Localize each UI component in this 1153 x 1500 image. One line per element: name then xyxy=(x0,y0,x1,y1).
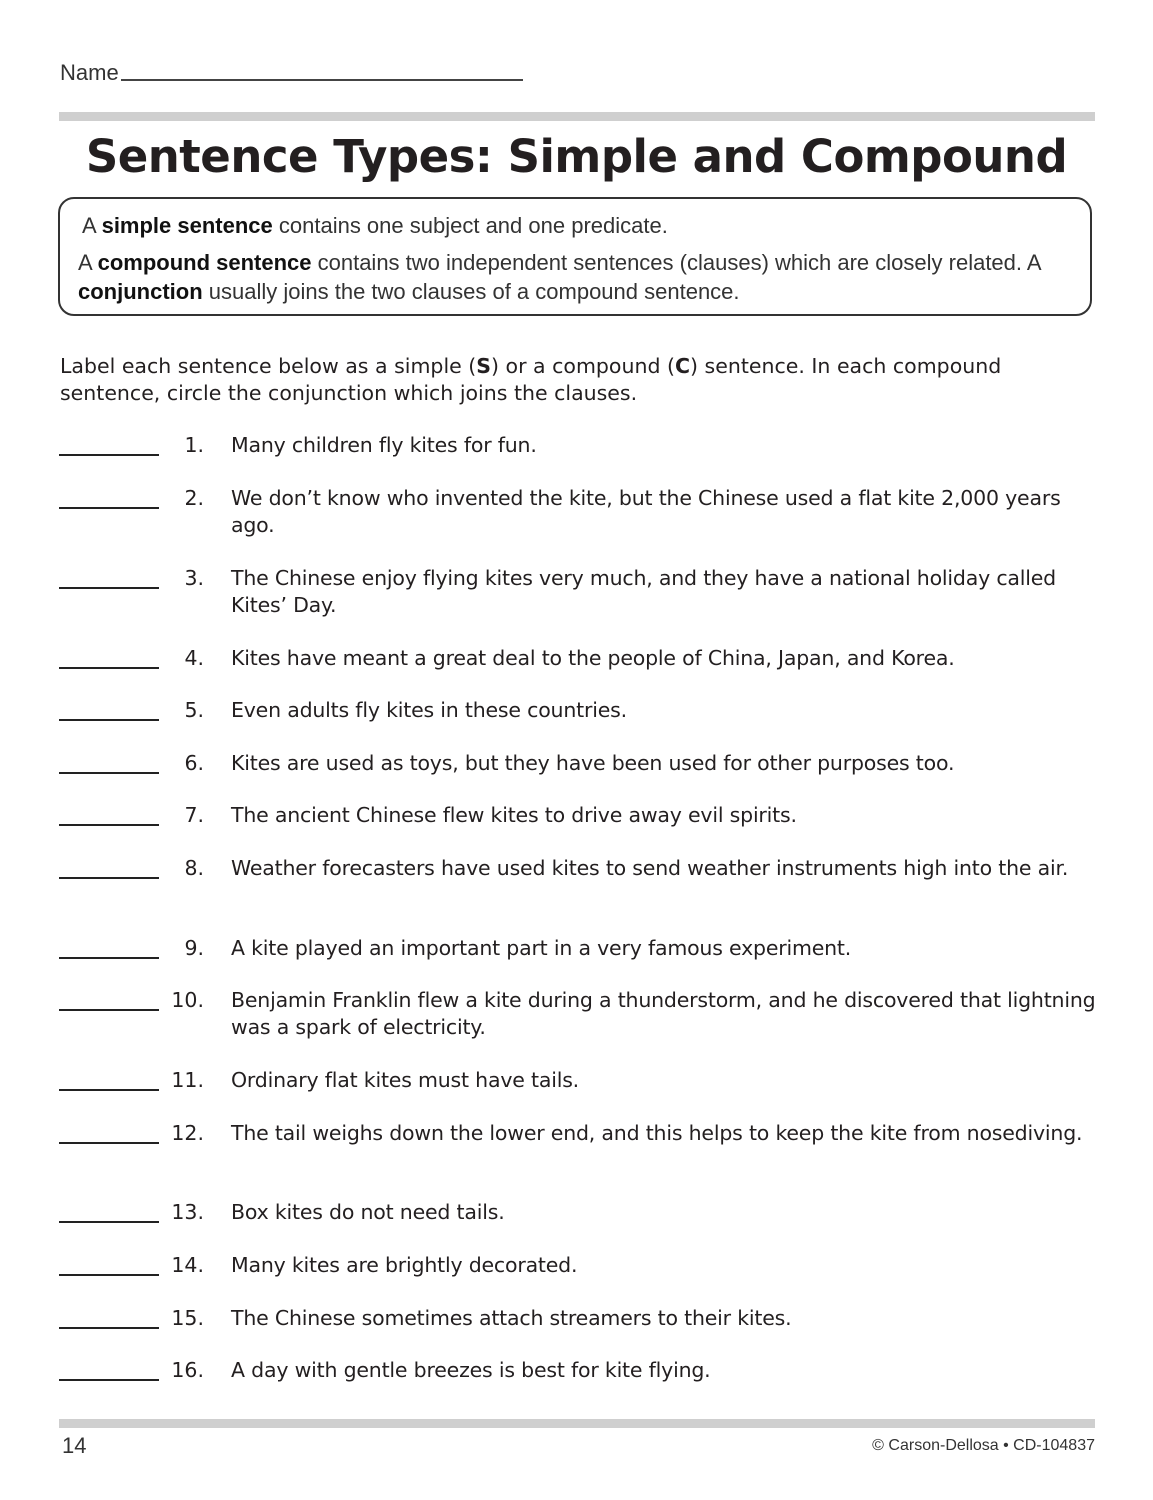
question-text: Benjamin Franklin flew a kite during a thunderstorm, and he discovered that lightning was a spark of electricity. xyxy=(231,988,1096,1039)
question-text: Many kites are brightly decorated. xyxy=(231,1253,578,1277)
answer-blank[interactable] xyxy=(59,1089,159,1091)
question-number: 8. xyxy=(184,856,204,880)
term-compound-sentence: compound sentence xyxy=(97,250,312,275)
def-text: A xyxy=(78,250,98,275)
question-text: Kites have meant a great deal to the people of China, Japan, and Korea. xyxy=(231,646,955,670)
question-text: Ordinary flat kites must have tails. xyxy=(231,1068,579,1092)
instr-text: ) sentence. In each compound sentence, circle the conjunction which joins the clauses. xyxy=(60,354,1002,405)
bottom-divider xyxy=(59,1419,1095,1428)
simple-definition xyxy=(82,211,1072,240)
name-input-line[interactable] xyxy=(121,59,523,81)
question-text: We don’t know who invented the kite, but the Chinese used a flat kite 2,000 years ago. xyxy=(231,486,1061,537)
instr-c: C xyxy=(674,354,691,378)
page-title: Sentence Types: Simple and Compound xyxy=(85,130,1068,183)
answer-blank[interactable] xyxy=(59,667,159,669)
question-text: Kites are used as toys, but they have been used for other purposes too. xyxy=(231,751,955,775)
answer-blank[interactable] xyxy=(59,719,159,721)
answer-blank[interactable] xyxy=(59,957,159,959)
term-conjunction: conjunction xyxy=(78,279,203,304)
question-number: 9. xyxy=(184,936,204,960)
question-text: A day with gentle breezes is best for kite flying. xyxy=(231,1358,711,1382)
question-text: Even adults fly kites in these countries. xyxy=(231,698,627,722)
answer-blank[interactable] xyxy=(59,587,159,589)
question-number: 7. xyxy=(184,803,204,827)
page-number: 14 xyxy=(62,1433,87,1458)
name-field-row xyxy=(60,56,523,86)
instr-s: S xyxy=(476,354,492,378)
question-number: 16. xyxy=(171,1358,204,1382)
question-text: Many children fly kites for fun. xyxy=(231,433,537,457)
question-number: 3. xyxy=(184,566,204,590)
question-number: 11. xyxy=(171,1068,204,1092)
question-text: The tail weighs down the lower end, and this helps to keep the kite from nosediving. xyxy=(231,1121,1083,1145)
def-text: contains one subject and one predicate. xyxy=(272,213,668,238)
question-text: Box kites do not need tails. xyxy=(231,1200,505,1224)
question-number: 13. xyxy=(171,1200,204,1224)
answer-blank[interactable] xyxy=(59,1142,159,1144)
answer-blank[interactable] xyxy=(59,1327,159,1329)
question-number: 12. xyxy=(171,1121,204,1145)
def-text: A xyxy=(82,213,102,238)
answer-blank[interactable] xyxy=(59,1009,159,1011)
question-number: 15. xyxy=(171,1306,204,1330)
instructions xyxy=(60,353,1060,407)
question-number: 5. xyxy=(184,698,204,722)
name-label: Name xyxy=(60,60,119,85)
compound-definition xyxy=(78,248,1072,306)
question-number: 4. xyxy=(184,646,204,670)
def-text: contains two independent sentences (clauses) which are closely related. A xyxy=(311,250,1041,275)
term-simple-sentence: simple sentence xyxy=(101,213,273,238)
question-number: 10. xyxy=(171,988,204,1012)
definition-box xyxy=(58,197,1092,316)
answer-blank[interactable] xyxy=(59,454,159,456)
answer-blank[interactable] xyxy=(59,1274,159,1276)
instr-text: Label each sentence below as a simple ( xyxy=(60,354,477,378)
question-text: The Chinese enjoy flying kites very much, and they have a national holiday called Kites’ Day. xyxy=(231,566,1056,617)
answer-blank[interactable] xyxy=(59,824,159,826)
def-text: usually joins the two clauses of a compound sentence. xyxy=(202,279,740,304)
question-text: A kite played an important part in a very famous experiment. xyxy=(231,936,852,960)
answer-blank[interactable] xyxy=(59,1221,159,1223)
answer-blank[interactable] xyxy=(59,507,159,509)
copyright-notice: © Carson-Dellosa • CD-104837 xyxy=(872,1437,1095,1454)
question-number: 1. xyxy=(184,433,204,457)
answer-blank[interactable] xyxy=(59,877,159,879)
top-divider xyxy=(59,112,1095,121)
answer-blank[interactable] xyxy=(59,1379,159,1381)
instr-text: ) or a compound ( xyxy=(491,354,675,378)
question-number: 2. xyxy=(184,486,204,510)
question-text: Weather forecasters have used kites to send weather instruments high into the air. xyxy=(231,856,1069,880)
question-number: 14. xyxy=(171,1253,204,1277)
question-number: 6. xyxy=(184,751,204,775)
answer-blank[interactable] xyxy=(59,772,159,774)
question-text: The Chinese sometimes attach streamers to their kites. xyxy=(231,1306,792,1330)
question-text: The ancient Chinese flew kites to drive away evil spirits. xyxy=(231,803,797,827)
